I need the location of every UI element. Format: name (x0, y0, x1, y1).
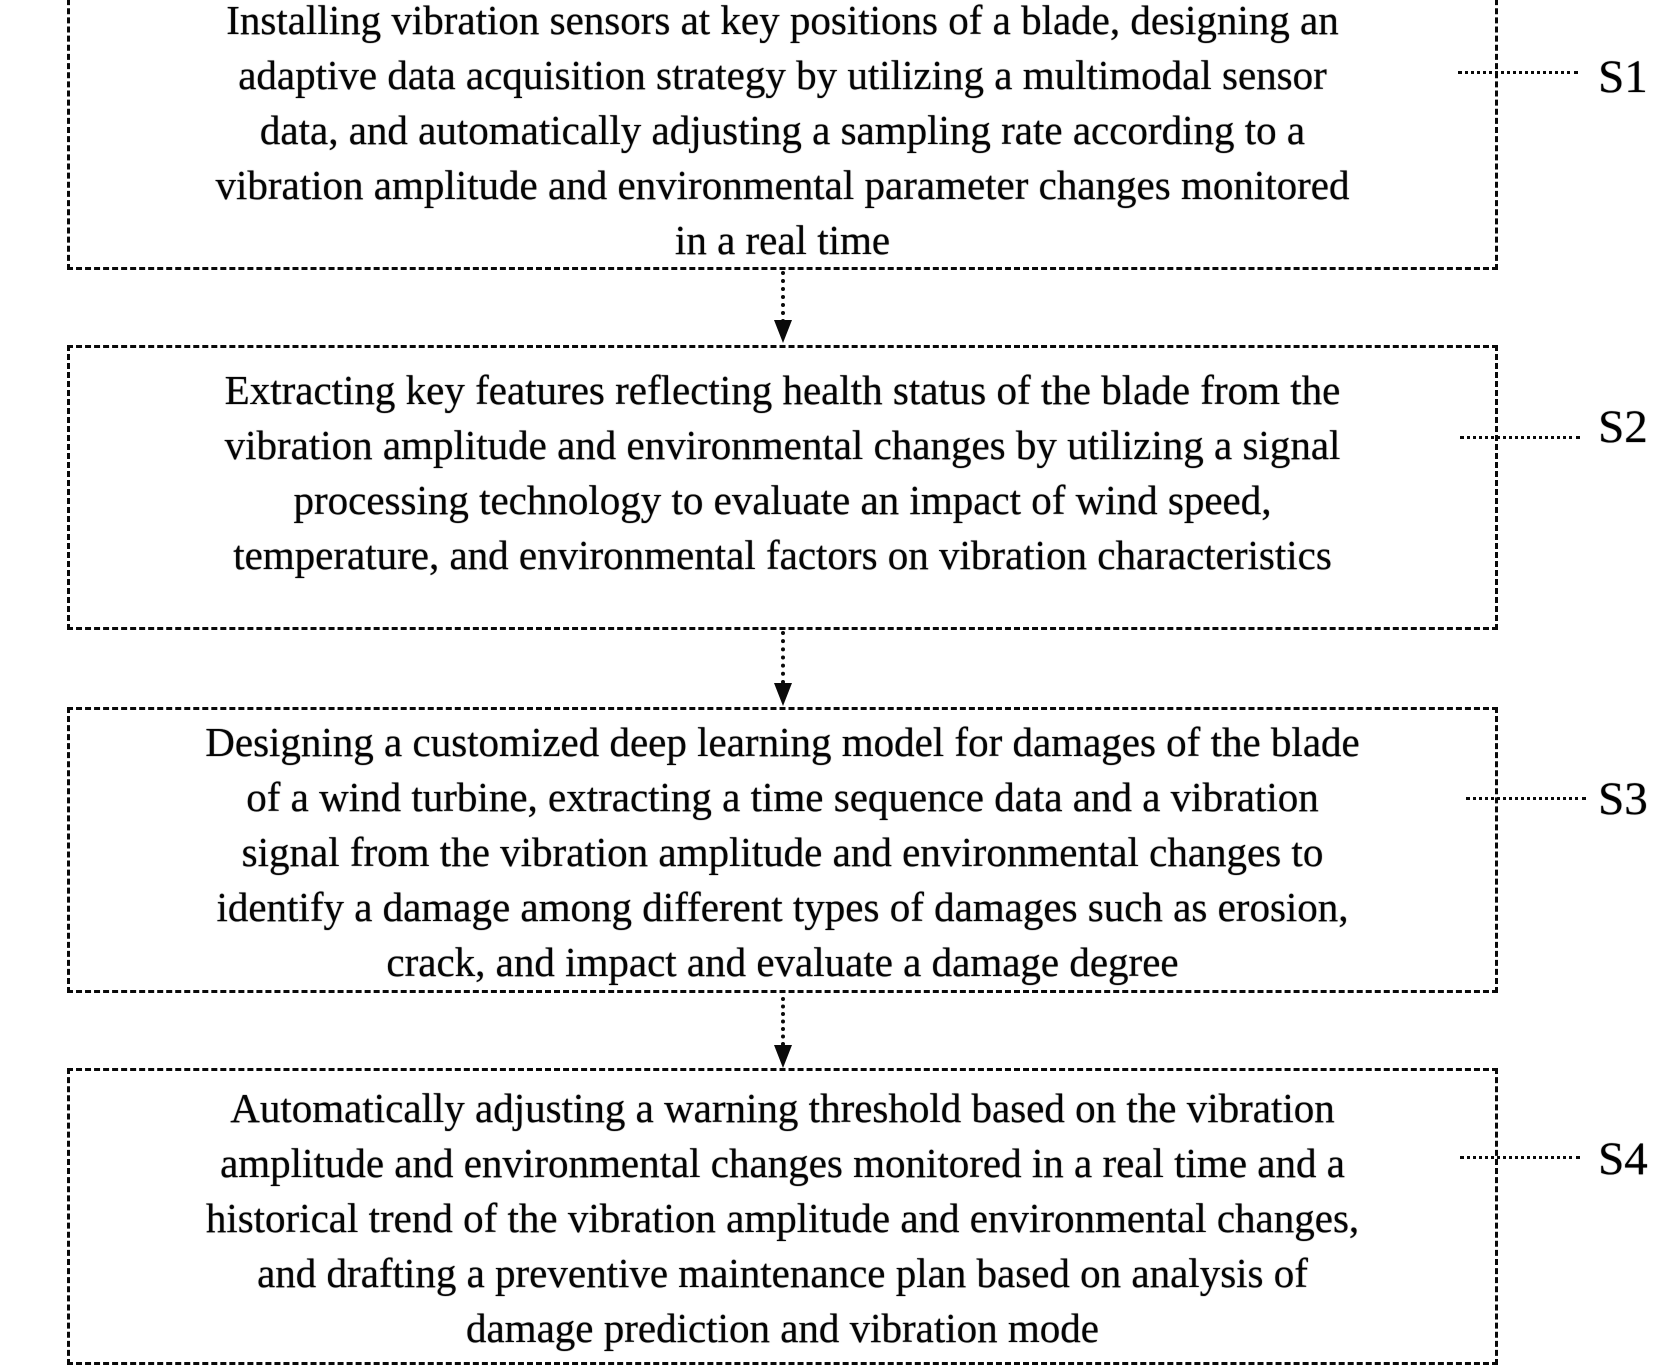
flow-step-box-3 (67, 707, 1498, 993)
leader-line-s3 (1466, 797, 1586, 800)
step-4-line-4: and drafting a preventive maintenance plan based on analysis of (257, 1250, 1308, 1296)
flow-step-box-2 (67, 345, 1498, 630)
step-3-line-5: crack, and impact and evaluate a damage degree (386, 939, 1179, 985)
step-1-line-4: vibration amplitude and environmental parameter changes monitored (215, 162, 1350, 208)
flow-arrow-3-head-icon (774, 1045, 792, 1068)
step-3-line-4: identify a damage among different types of damages such as erosion, (216, 884, 1349, 930)
flow-arrow-1-shaft (781, 271, 785, 323)
step-2-line-3: processing technology to evaluate an impact of wind speed, (293, 477, 1272, 523)
step-1-line-3: data, and automatically adjusting a sampling rate according to a (259, 107, 1306, 153)
step-1-line-2: adaptive data acquisition strategy by utilizing a multimodal sensor (238, 52, 1327, 98)
flow-step-box-1 (67, 0, 1498, 270)
step-label-s4: S4 (1598, 1133, 1648, 1185)
step-4-line-3: historical trend of the vibration amplitude and environmental changes, (205, 1195, 1360, 1241)
step-1-line-1: Installing vibration sensors at key positions of a blade, designing an (226, 0, 1339, 43)
step-1-line-5: in a real time (674, 217, 891, 263)
step-3-line-2: of a wind turbine, extracting a time sequence data and a vibration (246, 774, 1319, 820)
step-label-s1: S1 (1598, 51, 1648, 103)
flow-arrow-2-head-icon (774, 683, 792, 706)
flow-arrow-2-shaft (781, 631, 785, 684)
step-label-s3: S3 (1598, 773, 1648, 825)
leader-line-s2 (1460, 436, 1580, 439)
step-4-line-2: amplitude and environmental changes monitored in a real time and a (220, 1140, 1345, 1186)
step-label-s2: S2 (1598, 401, 1648, 453)
flow-arrow-1-head-icon (774, 320, 792, 343)
flow-arrow-3-shaft (781, 997, 785, 1046)
step-2-line-1: Extracting key features reflecting health status of the blade from the (224, 367, 1341, 413)
step-4-line-5: damage prediction and vibration mode (465, 1305, 1100, 1351)
step-2-line-4: temperature, and environmental factors on vibration characteristics (233, 532, 1332, 578)
leader-line-s4 (1460, 1156, 1580, 1159)
step-3-line-1: Designing a customized deep learning model for damages of the blade (205, 719, 1360, 765)
step-3-line-3: signal from the vibration amplitude and environmental changes to (241, 829, 1324, 875)
flow-step-box-4 (67, 1068, 1498, 1365)
step-2-line-2: vibration amplitude and environmental changes by utilizing a signal (224, 422, 1341, 468)
leader-line-s1 (1458, 71, 1578, 74)
step-4-line-1: Automatically adjusting a warning threshold based on the vibration (230, 1085, 1335, 1131)
